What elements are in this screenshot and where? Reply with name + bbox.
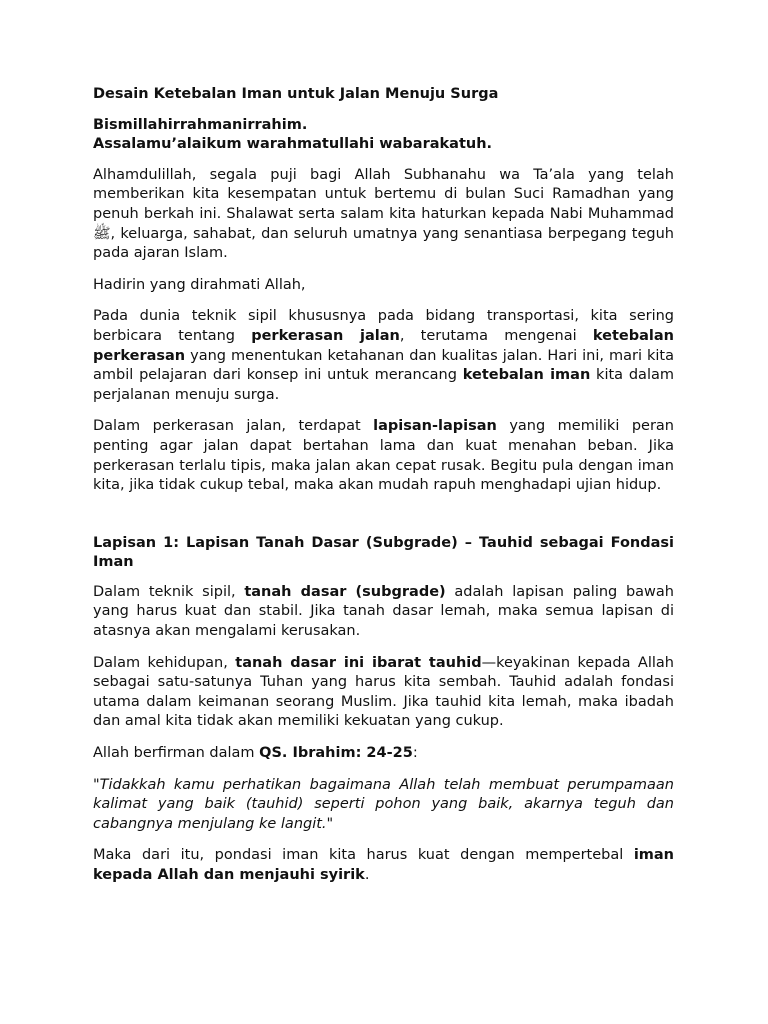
text: Dalam perkerasan jalan, terdapat: [93, 418, 374, 435]
bold-term: tanah dasar ini ibarat tauhid: [235, 654, 482, 671]
paragraph-intro: [93, 307, 674, 405]
greeting-salam: Assalamu’alaikum warahmatullahi wabarakatuh.: [93, 136, 493, 153]
bold-term: tanah dasar (subgrade): [244, 583, 446, 600]
bold-term: iman kepada Allah dan menjauhi syirik: [93, 847, 674, 883]
text: Dalam teknik sipil,: [93, 583, 245, 600]
bold-term: ketebalan perkerasan: [93, 327, 674, 364]
text: .: [364, 867, 370, 883]
paragraph-address: Hadirin yang dirahmati Allah,: [93, 276, 306, 293]
bold-term: lapisan-lapisan: [373, 418, 497, 435]
paragraph-conclusion: [93, 846, 674, 885]
text: :: [412, 745, 418, 762]
greeting-basmalah: Bismillahirrahmanirrahim.: [93, 116, 308, 133]
text: Allah berfirman dalam: [93, 745, 260, 762]
quote-mark: ": [326, 815, 334, 832]
paragraph-layers: [93, 417, 674, 495]
text: yang menentukan ketahanan dan kualitas jalan. Hari ini, mari kita ambil pelajaran dari konsep ini untuk merancang: [93, 347, 674, 384]
bold-term: ketebalan iman: [462, 367, 591, 384]
document-page: [93, 85, 674, 898]
paragraph-verse-ref: [93, 744, 674, 764]
section-heading: Lapisan 1: Lapisan Tanah Dasar (Subgrade) – Tauhid sebagai Fondasi Iman: [93, 534, 674, 571]
text: kita dalam perjalanan menuju surga.: [93, 367, 674, 403]
paragraph-tauhid: [93, 654, 674, 732]
paragraph-quote: [93, 776, 674, 835]
text: adalah lapisan paling bawah yang harus kuat dan stabil. Jika tanah dasar lemah, maka semua lapisan di atasnya akan mengalami kerusakan.: [93, 583, 674, 640]
paragraph-subgrade: [93, 583, 674, 642]
quote-mark: ": [93, 776, 100, 793]
quote-text: Tidakkah kamu perhatikan bagaimana Allah telah membuat perumpamaan kalimat yang baik (tauhid) seperti pohon yang baik, akarnya teguh dan cabangnya menjulang ke langit.: [93, 776, 674, 832]
text: Dalam kehidupan,: [93, 654, 236, 671]
bold-term: perkerasan jalan: [251, 327, 400, 344]
text: yang memiliki peran penting agar jalan dapat bertahan lama dan kuat menahan beban. Jika perkerasan terlalu tipis, maka jalan akan cepat rusak. Begitu pula dengan iman kita, jika tidak cukup tebal, maka akan mudah rapuh menghadapi ujian hidup.: [93, 418, 674, 494]
paragraph-opening: Alhamdulillah, segala puji bagi Allah Subhanahu wa Ta’ala yang telah memberikan kita kesempatan untuk bertemu di bulan Suci Ramadhan yang penuh berkah ini. Shalawat serta salam kita haturkan kepada Nabi Muhammad ﷺ, keluarga, sahabat, dan seluruh umatnya yang senantiasa berpegang teguh pada ajaran Islam.: [93, 166, 674, 262]
text: , terutama mengenai: [399, 327, 593, 344]
document-title: Desain Ketebalan Iman untuk Jalan Menuju Surga: [93, 86, 499, 102]
greeting: [93, 116, 674, 155]
bold-term: QS. Ibrahim: 24-25: [259, 745, 413, 762]
text: Maka dari itu, pondasi iman kita harus kuat dengan mempertebal: [93, 847, 634, 864]
text: Pada dunia teknik sipil khususnya pada bidang transportasi, kita sering berbicara tentang: [93, 308, 674, 344]
text: —keyakinan kepada Allah sebagai satu-satunya Tuhan yang harus kita sembah. Tauhid adalah fondasi utama dalam keimanan seorang Muslim. Jika tauhid kita lemah, maka ibadah dan amal kita tidak akan memiliki kekuatan yang cukup.: [93, 654, 674, 730]
